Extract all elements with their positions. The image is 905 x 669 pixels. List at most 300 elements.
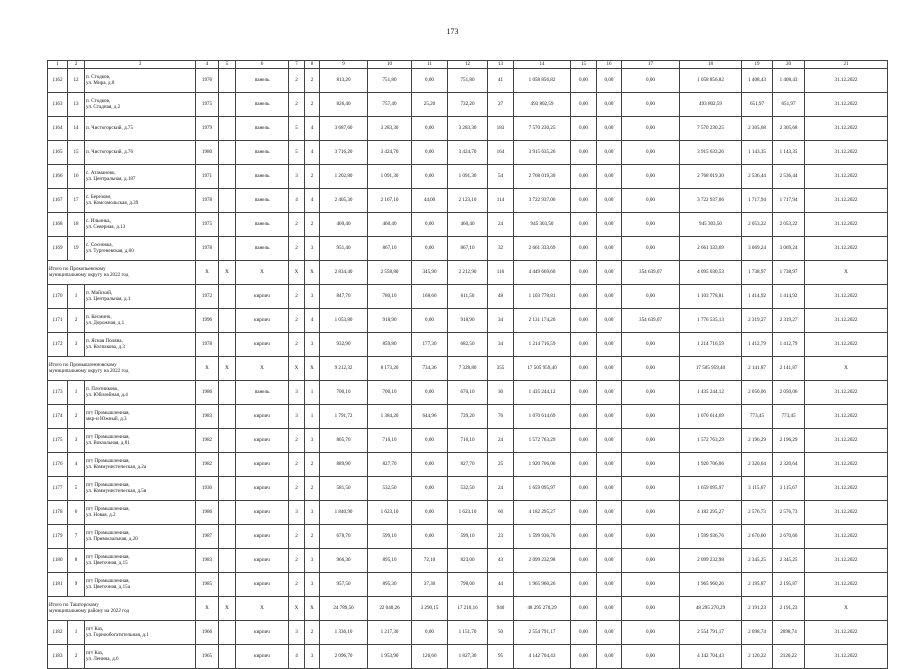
table-cell: 76 [488,405,514,429]
table-cell: 0,00 [571,165,597,189]
table-cell: 1181 [48,573,68,597]
table-cell: 1176 [48,453,68,477]
table-cell: 3 [305,573,320,597]
table-cell: X [289,261,305,285]
table-cell [219,549,236,573]
address-cell: п. Кесмино, ул. Дорожная, д.1 [85,309,196,333]
table-cell: 1 091,30 [448,165,488,189]
table-cell: 651,97 [742,93,773,117]
table-cell [219,213,236,237]
table-cell: 611,50 [448,285,488,309]
table-cell: 1 412,79 [773,333,805,357]
table-cell: 966,30 [320,549,368,573]
table-cell: 4 182 295,27 [680,501,742,525]
table-cell: 31.12.2022 [805,117,888,141]
table-cell: 2 096,70 [320,645,368,669]
table-cell [219,93,236,117]
table-cell: 0,00 [412,429,448,453]
table-cell: 13 [68,93,85,117]
table-cell: 682,50 [448,333,488,357]
table-cell: 2 123,10 [448,189,488,213]
table-cell [219,309,236,333]
table-cell: 867,10 [448,237,488,261]
table-cell: 940 [488,597,514,621]
header-cell: 14 [514,61,571,69]
table-cell: панель [236,141,289,165]
table-cell: 0,00 [622,621,680,645]
table-cell: 2 196,29 [742,429,773,453]
table-cell: 2 [68,405,85,429]
table-cell: 2 576,73 [773,501,805,525]
table-cell: 1979 [196,117,219,141]
table-cell: 0,00 [597,573,622,597]
table-cell: 34 [488,333,514,357]
table-cell: 0,00 [597,117,622,141]
table-cell [219,405,236,429]
table-cell: 918,90 [448,309,488,333]
table-cell: 14 [68,117,85,141]
table-row [48,477,888,501]
address-cell: п. Чистогорский, д.76 [85,141,196,165]
table-cell: 1978 [196,333,219,357]
table-cell: 2 050,06 [742,381,773,405]
table-cell: 2 [68,309,85,333]
table-cell: кирпич [236,429,289,453]
table-cell: 827,70 [368,453,412,477]
table-cell: 716,10 [448,429,488,453]
table-cell: 2 195,87 [742,573,773,597]
table-cell: 1172 [48,333,68,357]
table-cell: 1965 [196,645,219,669]
table-cell: 6 [68,501,85,525]
table-cell: 31.12.2022 [805,453,888,477]
table-cell: 2 [289,549,305,573]
table-row [48,117,888,141]
table-cell: 1 623,10 [368,501,412,525]
table-cell: 2 050,06 [773,381,805,405]
table-cell [219,165,236,189]
table-cell: 2 536,44 [773,165,805,189]
table-cell: 31.12.2022 [805,93,888,117]
table-cell: 0,00 [571,189,597,213]
table-cell: 1 599 936,76 [514,525,571,549]
table-cell: 751,80 [368,69,412,93]
table-cell: 4 [305,141,320,165]
table-cell: 1 623,10 [448,501,488,525]
header-cell: 19 [742,61,773,69]
table-cell: 1978 [196,189,219,213]
address-cell: пгт Промышленная, ул. Новая, д.2 [85,501,196,525]
table-cell: 2 [305,93,320,117]
table-cell: 3 716,20 [320,141,368,165]
address-cell: п. Стодков, ул. Мира, д.8 [85,69,196,93]
table-cell: 1 070 614,69 [680,405,742,429]
table-cell: 2 305,68 [773,117,805,141]
address-cell: пгт Каз, ул. Ленина, д.6 [85,645,196,669]
table-cell: 1 408,43 [773,69,805,93]
table-cell: 945 303,50 [514,213,571,237]
table-row [48,525,888,549]
table-cell: 1182 [48,621,68,645]
table-cell: 0,00 [622,381,680,405]
table-cell: X [236,597,289,621]
table-cell: 3 283,30 [368,117,412,141]
table-cell: 0,00 [622,237,680,261]
table-cell: 0,00 [597,405,622,429]
table-cell: 1 408,43 [742,69,773,93]
table-cell: 1 103 778,81 [514,285,571,309]
table-cell: 2 191,23 [742,597,773,621]
table-cell: 2 [68,645,85,669]
table-row [48,285,888,309]
address-cell: п. Плотниково, ул. Юбилейная, д.4 [85,381,196,405]
table-cell: 1 414,92 [773,285,805,309]
table-cell: 0,00 [622,501,680,525]
table-cell: 0,00 [622,549,680,573]
table-cell: 0,00 [412,141,448,165]
table-cell: 24 789,56 [320,597,368,621]
table-cell: 0,00 [571,69,597,93]
table-cell: 1 058 856,82 [514,69,571,93]
table-cell: 3 069,24 [773,237,805,261]
table-cell: 18 [68,213,85,237]
table-cell: 1 965 960,26 [680,573,742,597]
table-cell: 644,96 [412,405,448,429]
table-cell: 0,00 [412,525,448,549]
table-cell: 114 [488,189,514,213]
table-cell: 2 [305,165,320,189]
table-cell: 895,30 [368,573,412,597]
table-row [48,165,888,189]
table-cell: 957,50 [320,573,368,597]
table-cell: 0,00 [622,189,680,213]
table-cell: 3 [68,429,85,453]
table-cell: 0,00 [597,501,622,525]
total-label: Итого по Прокопьевскому муниципальному округу на 2022 год [48,261,196,285]
table-cell [219,237,236,261]
table-cell: 0,00 [622,93,680,117]
table-cell: 3 687,60 [320,117,368,141]
table-cell: 0,00 [571,621,597,645]
table-cell: 1986 [196,381,219,405]
table-cell: 2 141,87 [773,357,805,381]
table-cell: 8 [68,549,85,573]
table-cell: 1164 [48,117,68,141]
table-cell: 0,00 [571,237,597,261]
table-cell: 1 717,94 [742,189,773,213]
table-cell: 599,10 [368,525,412,549]
table-cell: X [196,357,219,381]
header-cell: 6 [236,61,289,69]
table-cell: 2 768 019,30 [680,165,742,189]
table-cell [219,477,236,501]
header-cell: 3 [85,61,196,69]
table-cell: 1 738,97 [742,261,773,285]
table-cell: 0,00 [571,213,597,237]
table-cell: 34 [488,309,514,333]
table-cell: 3 [289,621,305,645]
table-cell: 751,80 [448,69,488,93]
address-cell: пгт Промышленная, ул. Привокзальная, д.20 [85,525,196,549]
table-cell: кирпич [236,501,289,525]
table-cell: 0,00 [412,453,448,477]
table-cell: 2 [305,477,320,501]
table-cell: 0,00 [597,69,622,93]
table-cell: панель [236,381,289,405]
table-cell: 3 115,67 [742,477,773,501]
table-cell: 2 [289,237,305,261]
table-cell: 1 659 095,97 [680,477,742,501]
table-cell: 0,00 [597,549,622,573]
table-cell: 24 [488,477,514,501]
header-cell: 8 [305,61,320,69]
table-cell: 1166 [48,165,68,189]
table-cell: 2 191,23 [773,597,805,621]
table-cell: 0,00 [571,645,597,669]
total-label: Итого по Промышленновскому муниципальному округу на 2022 год [48,357,196,381]
table-cell [219,69,236,93]
table-cell: кирпич [236,285,289,309]
table-cell: 0,00 [622,573,680,597]
table-cell: 3 915 633,26 [680,141,742,165]
table-cell: 2 305,68 [742,117,773,141]
table-cell: 2 098,74 [742,621,773,645]
table-cell: 17 210,16 [448,597,488,621]
table-cell: кирпич [236,645,289,669]
table-cell: 44,00 [412,189,448,213]
table-cell: 2 141,87 [742,357,773,381]
table-cell: 0,00 [597,189,622,213]
table-cell: 9 [68,573,85,597]
table-cell: 2 [289,93,305,117]
table-cell [219,645,236,669]
table-cell: 4 [289,645,305,669]
table-row [48,621,888,645]
table-cell [219,429,236,453]
table-cell: 827,70 [448,453,488,477]
header-cell: 9 [320,61,368,69]
table-cell: 2 099 232,98 [680,549,742,573]
table-cell: 1 414,92 [742,285,773,309]
table-cell: 1986 [196,501,219,525]
table-cell: 599,10 [448,525,488,549]
table-cell: 0,00 [571,429,597,453]
table-cell: 0,00 [622,117,680,141]
table-cell: 43 [488,549,514,573]
table-cell [219,117,236,141]
table-cell: 3 722 937,06 [680,189,742,213]
table-cell: 1930 [196,477,219,501]
table-cell: 5 [289,117,305,141]
table-cell: 17 505 959,40 [680,357,742,381]
table-cell: 0,00 [571,453,597,477]
table-cell: 25 [488,453,514,477]
table-cell: 2 670,60 [742,525,773,549]
table-cell: 1987 [196,525,219,549]
table-row [48,453,888,477]
table-cell: 2120,22 [773,645,805,669]
table-cell: 126,60 [412,645,448,669]
table-cell: 0,00 [571,405,597,429]
table-cell: 0,00 [571,381,597,405]
header-cell: 5 [219,61,236,69]
table-cell: 1 435 244,12 [680,381,742,405]
header-cell: 15 [571,61,597,69]
table-cell: 757,40 [368,93,412,117]
table-cell: 532,50 [448,477,488,501]
table-cell: 895,10 [368,549,412,573]
table-cell: 4 142 704,43 [514,645,571,669]
table-cell: 0,00 [622,333,680,357]
table-cell: 0,00 [571,117,597,141]
table-cell: 22 040,26 [368,597,412,621]
table-cell: 48 [488,285,514,309]
table-cell: 3 [289,165,305,189]
table-cell: 0,00 [622,453,680,477]
table-cell: 3 [305,237,320,261]
table-cell: 31.12.2022 [805,525,888,549]
table-cell: 1983 [196,549,219,573]
table-cell: 700,10 [320,381,368,405]
table-cell: 2 [289,285,305,309]
header-cell: 13 [488,61,514,69]
table-cell: 177,30 [412,333,448,357]
table-cell: 37,30 [412,573,448,597]
table-row [48,429,888,453]
table-cell: 3 424,70 [368,141,412,165]
table-cell: 48 295 270,29 [680,597,742,621]
table-cell: 3 [289,501,305,525]
table-row [48,237,888,261]
table-cell: 354 639,07 [622,261,680,285]
table-row [48,141,888,165]
table-cell: 0,00 [571,525,597,549]
table-cell: 1996 [196,309,219,333]
table-cell: 1 [305,381,320,405]
address-cell: пгт Промышленная, мкр-н Южный, д.3 [85,405,196,429]
table-cell: 0,00 [622,165,680,189]
table-cell: 0,00 [622,357,680,381]
table-row [48,69,888,93]
table-cell: 25,20 [412,93,448,117]
table-cell: 2 319,27 [742,309,773,333]
table-cell: 3 115,67 [773,477,805,501]
table-cell: 164 [488,141,514,165]
table-cell: 1 920 706,06 [514,453,571,477]
table-cell: 15 [68,141,85,165]
table-cell: 2 558,80 [368,261,412,285]
table-cell: 12 [68,69,85,93]
table-cell: 31.12.2022 [805,381,888,405]
table-cell: 1173 [48,381,68,405]
table-cell: X [236,357,289,381]
table-cell: 1168 [48,213,68,237]
table-cell [219,285,236,309]
table-cell: 1 053,80 [320,309,368,333]
address-cell: пгт Промышленная, ул. Цветочная, д.15а [85,573,196,597]
table-cell: 773,45 [773,405,805,429]
table-cell: 0,00 [597,453,622,477]
table-cell: 0,00 [571,573,597,597]
table-cell: 7 570 230,25 [680,117,742,141]
table-cell: 19 [68,237,85,261]
table-cell: 2 [289,333,305,357]
table-cell: 918,90 [368,309,412,333]
table-cell: 460,40 [368,213,412,237]
table-cell: 2 670,60 [773,525,805,549]
header-cell: 7 [289,61,305,69]
table-cell: 3 069,24 [742,237,773,261]
table-cell: 678,70 [320,525,368,549]
table-cell: 17 505 959,40 [514,357,571,381]
table-cell: 670,10 [448,381,488,405]
header-cell: 2 [68,61,85,69]
table-cell: 2 320,64 [773,453,805,477]
table-cell: кирпич [236,477,289,501]
address-cell: пгт Каз, ул. Горнообогатительная, д.1 [85,621,196,645]
table-cell: 4 [305,189,320,213]
table-cell: 3 [305,549,320,573]
header-cell: 10 [368,61,412,69]
table-cell: 2 [289,525,305,549]
table-cell: 493 802,59 [680,93,742,117]
table-cell: панель [236,165,289,189]
header-cell: 12 [448,61,488,69]
table-cell: 0,00 [412,69,448,93]
table-cell [219,333,236,357]
table-cell: 1982 [196,453,219,477]
table-cell: X [305,357,320,381]
table-cell: 3 915 635,26 [514,141,571,165]
table-cell: 3 [305,429,320,453]
table-cell: 2 [305,69,320,93]
table-cell: панель [236,93,289,117]
table-cell: 3 290,15 [412,597,448,621]
table-cell [219,189,236,213]
table-cell: 27 [488,93,514,117]
table-cell: панель [236,237,289,261]
table-cell [219,453,236,477]
table-cell: 50 [488,621,514,645]
table-cell: 1 058 856,82 [680,69,742,93]
table-cell: 0,00 [571,261,597,285]
table-cell: 3 283,30 [448,117,488,141]
table-cell: 1 435 244,12 [514,381,571,405]
table-cell: 24 [488,429,514,453]
table-cell: 31.12.2022 [805,645,888,669]
table-cell: 1982 [196,429,219,453]
header-row [48,61,888,69]
table-cell: 2 [305,453,320,477]
table-cell: 4 449 669,60 [514,261,571,285]
table-cell: 1 151,70 [448,621,488,645]
table-cell: X [219,357,236,381]
table-cell: 354 639,07 [622,309,680,333]
table-cell: 3 [289,405,305,429]
total-label: Итого по Ташторскому муниципальному району на 2022 год [48,597,196,621]
table-cell: 732,20 [448,93,488,117]
table-cell: 0,00 [597,429,622,453]
table-cell: 7 [68,525,85,549]
table-cell: 2 120,22 [742,645,773,669]
table-cell: 31.12.2022 [805,429,888,453]
table-cell: 4 182 295,27 [514,501,571,525]
table-cell: 31.12.2022 [805,549,888,573]
table-cell: кирпич [236,525,289,549]
table-cell: 0,00 [597,645,622,669]
table-cell: 44 [488,573,514,597]
table-cell: 0,00 [597,477,622,501]
